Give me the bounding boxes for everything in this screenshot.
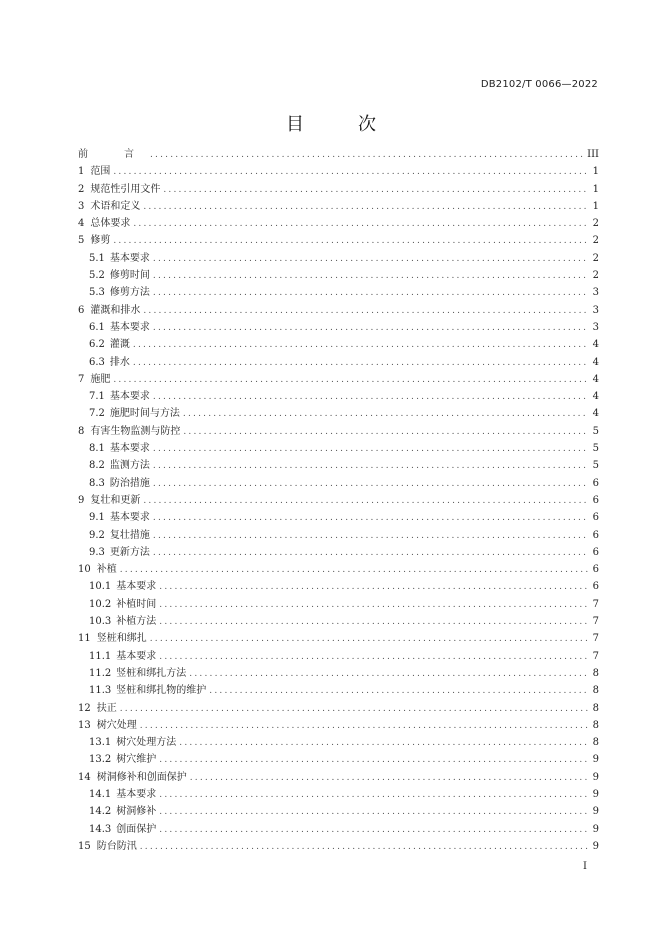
toc-entry-number: 5.3 [89,287,105,299]
toc-entry-title: 基本要求 [109,391,150,403]
toc-entry-page: 7 [592,598,599,610]
toc-leader-dots [120,562,588,579]
toc-leader-dots [153,251,588,268]
toc-entry[interactable] [78,561,599,578]
toc-entry[interactable] [78,838,599,855]
toc-entry-title: 复壮措施 [109,529,150,541]
toc-entry-page: 3 [592,287,599,299]
toc-entry-page: 9 [592,754,599,766]
toc-entry[interactable] [78,232,599,249]
toc-entry[interactable] [78,821,599,838]
toc-entry-number: 5.1 [89,252,105,264]
toc-leader-dots [133,355,588,372]
toc-entry-page: 4 [592,339,599,351]
toc-entry[interactable] [78,371,599,388]
toc-entry-title: 术语和定义 [90,200,141,212]
toc-entry-title: 创面保护 [116,823,157,835]
toc-entry[interactable] [78,284,599,301]
toc-entry-title: 修剪时间 [109,270,150,282]
toc-entry[interactable] [78,336,599,353]
toc-entry-page: 1 [592,200,599,212]
toc-entry-page: 1 [592,183,599,195]
toc-leader-dots [113,164,588,181]
toc-entry-number: 13 [78,719,91,731]
toc-entry[interactable] [78,596,599,613]
toc-leader-dots [189,666,588,683]
toc-entry[interactable] [78,630,599,647]
toc-entry[interactable] [78,163,599,180]
toc-leader-dots [153,320,588,337]
toc-entry[interactable] [78,388,599,405]
toc-entry[interactable] [78,302,599,319]
toc-entry-page: 6 [592,477,599,489]
toc-entry-page: 4 [592,373,599,385]
toc-entry-title: 灌溉 [109,339,130,351]
toc-entry-title: 基本要求 [116,650,157,662]
toc-entry-title: 补植时间 [116,598,157,610]
toc-entry[interactable] [78,354,599,371]
toc-leader-dots [159,804,588,821]
toc-entry-title: 前 言 [78,149,147,160]
toc-entry-page: 8 [592,667,599,679]
toc-entry-title: 树穴处理方法 [116,737,177,749]
toc-leader-dots [153,389,588,406]
toc-leader-dots [153,528,588,545]
toc-entry[interactable] [78,181,599,198]
toc-entry[interactable] [78,786,599,803]
toc-entry-page: 2 [592,252,599,264]
toc-entry-title: 规范性引用文件 [90,183,161,195]
toc-leader-dots [159,752,588,769]
toc-entry[interactable] [78,717,599,734]
toc-entry-title: 树穴处理 [96,719,137,731]
toc-entry-title: 有害生物监测与防控 [90,425,181,437]
toc-entry-title: 范围 [90,166,111,178]
toc-entry-title: 扶正 [96,702,117,714]
toc-entry-number: 10.3 [89,616,112,628]
toc-entry-number: 2 [78,183,85,195]
toc-entry-number: 5.2 [89,270,105,282]
toc-entry-page: 2 [592,218,599,230]
toc-entry-number: 10.2 [89,598,112,610]
toc-entry-number: 8 [78,425,85,437]
toc-entry-number: 9 [78,494,85,506]
toc-entry[interactable] [78,267,599,284]
toc-entry[interactable] [78,492,599,509]
page-number: I [583,861,587,872]
toc-entry-title: 施肥 [90,373,111,385]
toc-entry-title: 基本要求 [109,321,150,333]
toc-leader-dots [113,233,588,250]
toc-leader-dots [159,579,588,596]
toc-entry[interactable] [78,319,599,336]
toc-entry[interactable] [78,457,599,474]
toc-entry-title: 补植 [96,564,117,576]
toc-entry-number: 14 [78,771,91,783]
toc-entry[interactable] [78,423,599,440]
toc-entry[interactable] [78,509,599,526]
toc-entry-page: 4 [592,391,599,403]
toc-entry-page: 9 [592,771,599,783]
table-of-contents [78,146,599,855]
toc-entry-page: 6 [592,529,599,541]
toc-leader-dots [209,683,588,700]
toc-entry-page: 8 [592,737,599,749]
toc-entry[interactable] [78,751,599,768]
toc-entry-page: 1 [592,166,599,178]
toc-entry-page: 9 [592,788,599,800]
toc-entry-title: 更新方法 [109,546,150,558]
toc-entry-page: III [587,149,599,160]
toc-entry[interactable] [78,648,599,665]
toc-entry-page: 2 [592,235,599,247]
toc-entry-title: 施肥时间与方法 [109,408,180,420]
toc-entry-page: 5 [592,443,599,455]
toc-entry-page: 3 [592,321,599,333]
toc-leader-dots [159,649,588,666]
toc-entry-number: 11.3 [89,685,112,697]
toc-leader-dots [133,216,588,233]
toc-entry-number: 9.3 [89,546,105,558]
toc-entry-page: 6 [592,581,599,593]
toc-entry-title: 基本要求 [116,788,157,800]
toc-leader-dots [143,493,588,510]
toc-entry-number: 7.1 [89,391,105,403]
toc-leader-dots [153,458,588,475]
toc-entry-page: 7 [592,633,599,645]
toc-entry-title: 修剪方法 [109,287,150,299]
toc-entry-number: 13.1 [89,737,112,749]
toc-entry-number: 13.2 [89,754,112,766]
toc-entry-title: 总体要求 [90,218,131,230]
toc-entry-title: 竖桩和绑扎物的维护 [116,685,207,697]
toc-leader-dots [140,839,588,856]
toc-entry-number: 14.1 [89,788,112,800]
toc-entry-page: 6 [592,512,599,524]
toc-entry-number: 15 [78,840,91,852]
toc-entry[interactable] [78,215,599,232]
toc-entry[interactable] [78,475,599,492]
toc-leader-dots [150,631,588,648]
toc-leader-dots [113,372,588,389]
toc-entry[interactable] [78,769,599,786]
toc-entry-number: 14.3 [89,823,112,835]
toc-leader-dots [120,701,588,718]
toc-leader-dots [153,476,588,493]
toc-entry[interactable] [78,527,599,544]
toc-entry-page: 4 [592,408,599,420]
toc-entry-page: 8 [592,702,599,714]
toc-entry[interactable] [78,734,599,751]
toc-leader-dots [153,285,588,302]
toc-entry-number: 9.2 [89,529,105,541]
toc-entry-page: 7 [592,650,599,662]
toc-leader-dots [163,182,588,199]
toc-entry[interactable] [78,198,599,215]
toc-entry-page: 6 [592,494,599,506]
toc-entry-number: 4 [78,218,85,230]
toc-entry-number: 10.1 [89,581,112,593]
toc-leader-dots [190,770,588,787]
toc-entry-title: 补植方法 [116,616,157,628]
toc-entry-title: 竖桩和绑扎方法 [116,667,187,679]
toc-entry-title: 防台防汛 [96,840,137,852]
toc-entry-number: 6.1 [89,321,105,333]
toc-entry-number: 6.2 [89,339,105,351]
toc-leader-dots [153,268,588,285]
toc-entry-page: 6 [592,564,599,576]
toc-entry[interactable] [78,250,599,267]
toc-leader-dots [159,822,588,839]
toc-entry-title: 修剪 [90,235,111,247]
toc-entry-title: 基本要求 [109,512,150,524]
toc-entry-title: 竖桩和绑扎 [96,633,147,645]
toc-leader-dots [183,406,588,423]
toc-entry-page: 9 [592,806,599,818]
toc-entry-title: 基本要求 [116,581,157,593]
toc-entry-page: 4 [592,356,599,368]
toc-leader-dots [183,424,588,441]
toc-entry[interactable] [78,578,599,595]
toc-entry-page: 8 [592,719,599,731]
toc-leader-dots [159,614,588,631]
toc-entry-number: 5 [78,235,85,247]
toc-entry-title: 排水 [109,356,130,368]
document-code: DB2102/T 0066—2022 [480,79,598,90]
toc-entry[interactable] [78,146,599,163]
toc-entry-number: 3 [78,200,85,212]
toc-entry-number: 6.3 [89,356,105,368]
toc-entry-page: 9 [592,823,599,835]
toc-entry[interactable] [78,665,599,682]
toc-entry-title: 树洞修补 [116,806,157,818]
toc-entry-title: 防治措施 [109,477,150,489]
toc-entry-page: 5 [592,460,599,472]
toc-entry-title: 树洞修补和创面保护 [96,771,187,783]
toc-entry-page: 6 [592,546,599,558]
toc-entry-number: 8.3 [89,477,105,489]
toc-entry-number: 12 [78,702,91,714]
toc-entry[interactable] [78,405,599,422]
toc-entry-number: 9.1 [89,512,105,524]
toc-entry-number: 1 [78,166,85,178]
toc-entry-page: 3 [592,304,599,316]
toc-entry-number: 7.2 [89,408,105,420]
toc-leader-dots [150,147,584,164]
toc-entry-number: 11.2 [89,667,112,679]
toc-entry-number: 11 [78,633,91,645]
toc-leader-dots [179,735,588,752]
toc-leader-dots [159,597,588,614]
toc-entry-title: 基本要求 [109,443,150,455]
toc-leader-dots [153,510,588,527]
toc-entry[interactable] [78,544,599,561]
toc-entry-number: 6 [78,304,85,316]
toc-leader-dots [153,545,588,562]
toc-entry-number: 10 [78,564,91,576]
toc-entry-page: 5 [592,425,599,437]
toc-entry-title: 监测方法 [109,460,150,472]
toc-leader-dots [140,718,588,735]
toc-entry-title: 树穴维护 [116,754,157,766]
toc-leader-dots [143,303,588,320]
toc-entry-page: 9 [592,840,599,852]
toc-entry-page: 7 [592,616,599,628]
toc-entry[interactable] [78,613,599,630]
toc-leader-dots [133,337,588,354]
toc-entry[interactable] [78,803,599,820]
toc-entry[interactable] [78,700,599,717]
toc-leader-dots [153,441,588,458]
toc-entry-number: 14.2 [89,806,112,818]
toc-leader-dots [159,787,588,804]
toc-entry-page: 2 [592,270,599,282]
toc-entry-page: 8 [592,685,599,697]
toc-entry-title: 复壮和更新 [90,494,141,506]
toc-entry[interactable] [78,440,599,457]
toc-entry-number: 8.2 [89,460,105,472]
toc-entry-title: 灌溉和排水 [90,304,141,316]
toc-entry[interactable] [78,682,599,699]
toc-entry-number: 11.1 [89,650,112,662]
toc-title: 目 次 [286,114,394,135]
toc-entry-title: 基本要求 [109,252,150,264]
toc-leader-dots [143,199,588,216]
toc-entry-number: 7 [78,373,85,385]
toc-entry-number: 8.1 [89,443,105,455]
